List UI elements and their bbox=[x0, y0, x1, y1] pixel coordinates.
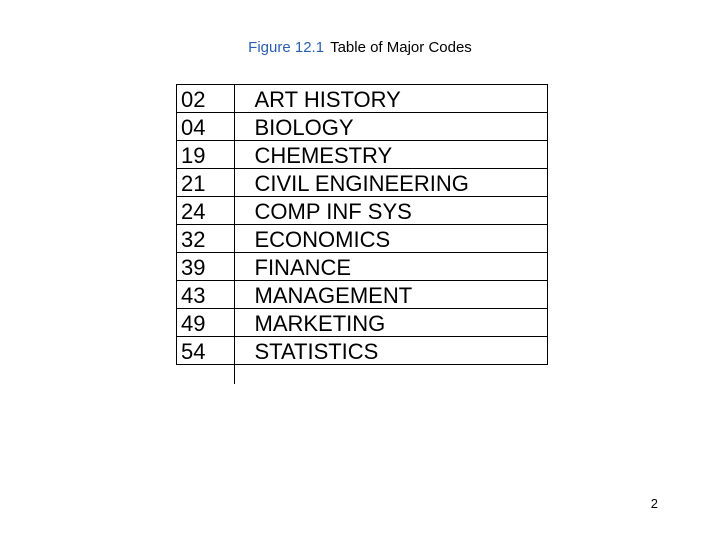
major-code-cell: 24 bbox=[177, 197, 235, 225]
major-code-cell: 32 bbox=[177, 225, 235, 253]
table-row bbox=[177, 281, 548, 309]
major-code-cell: 04 bbox=[177, 113, 235, 141]
major-code-cell: 54 bbox=[177, 337, 235, 365]
major-name-cell: COMP INF SYS bbox=[235, 197, 548, 225]
figure-number: Figure 12.1 bbox=[248, 39, 325, 56]
major-name-cell: MARKETING bbox=[235, 309, 548, 337]
major-code-cell: 21 bbox=[177, 169, 235, 197]
major-name-cell: CHEMESTRY bbox=[235, 141, 548, 169]
table-row bbox=[177, 141, 548, 169]
page-number: 2 bbox=[650, 496, 658, 511]
major-name-cell: ART HISTORY bbox=[235, 85, 548, 113]
table-row bbox=[177, 253, 548, 281]
major-name-cell: STATISTICS bbox=[235, 337, 548, 365]
major-name-cell: BIOLOGY bbox=[235, 113, 548, 141]
major-code-cell: 39 bbox=[177, 253, 235, 281]
major-code-cell: 43 bbox=[177, 281, 235, 309]
column-divider bbox=[234, 84, 235, 384]
major-name-cell: MANAGEMENT bbox=[235, 281, 548, 309]
table-row bbox=[177, 337, 548, 365]
major-name-cell: CIVIL ENGINEERING bbox=[235, 169, 548, 197]
major-codes-table bbox=[176, 84, 548, 365]
table-row bbox=[177, 85, 548, 113]
major-code-cell: 49 bbox=[177, 309, 235, 337]
major-code-cell: 19 bbox=[177, 141, 235, 169]
major-name-cell: ECONOMICS bbox=[235, 225, 548, 253]
major-name-cell: FINANCE bbox=[235, 253, 548, 281]
table-row bbox=[177, 197, 548, 225]
figure-title: Table of Major Codes bbox=[330, 39, 472, 56]
table-row bbox=[177, 169, 548, 197]
major-code-cell: 02 bbox=[177, 85, 235, 113]
figure-caption bbox=[0, 38, 720, 58]
table-row bbox=[177, 309, 548, 337]
table-row bbox=[177, 113, 548, 141]
table-row bbox=[177, 225, 548, 253]
